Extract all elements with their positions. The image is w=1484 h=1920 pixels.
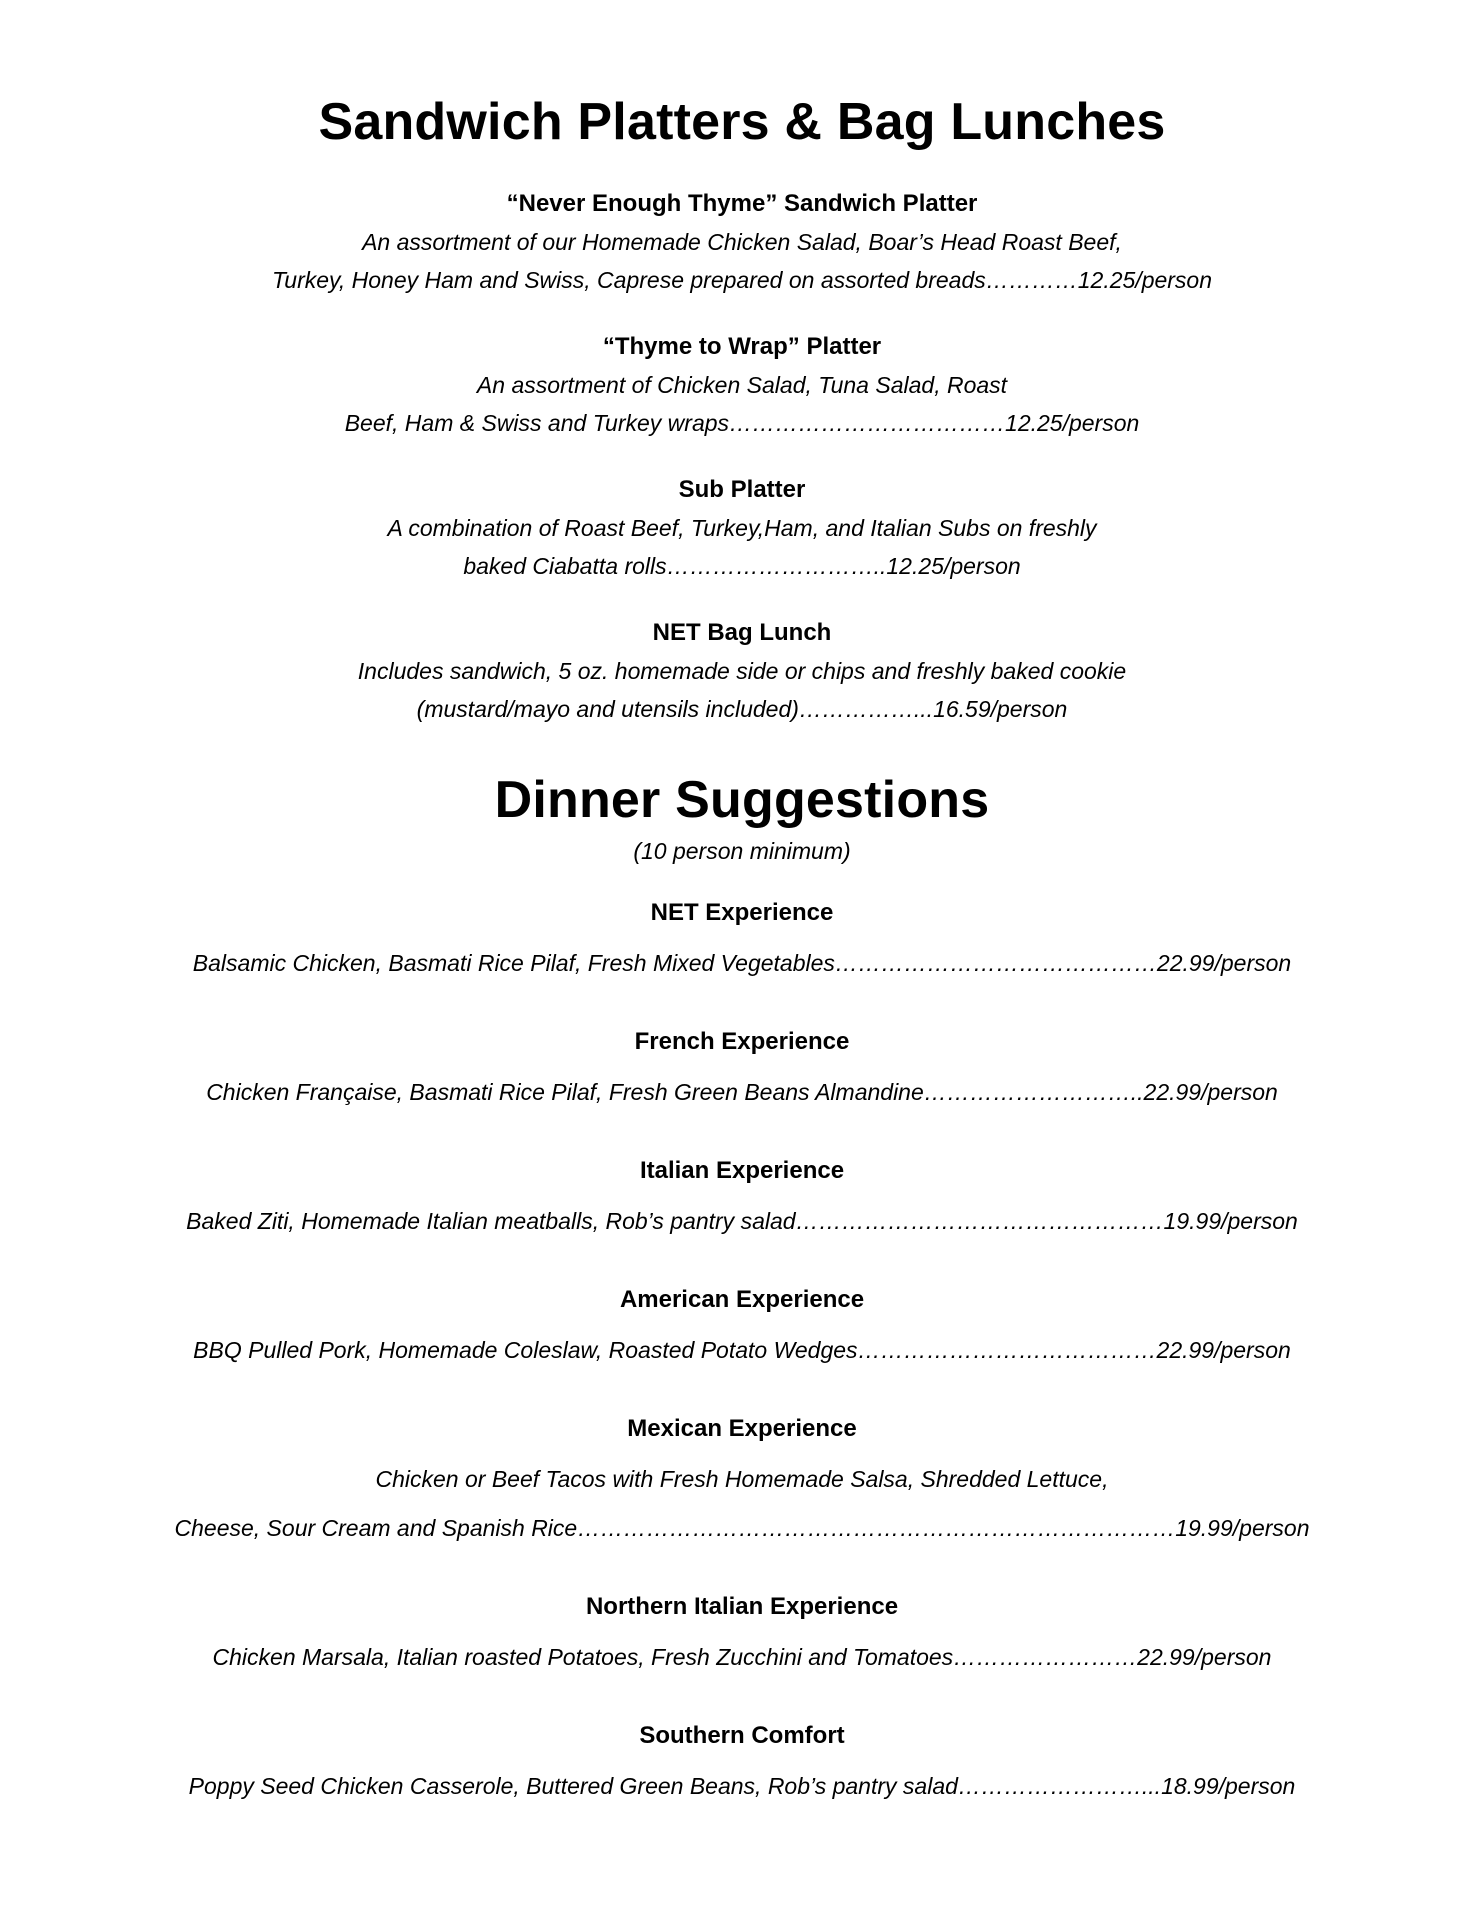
item-name-italian-experience: Italian Experience bbox=[639, 1157, 845, 1184]
item-desc-line: An assortment of our Homemade Chicken Salad, Boar’s Head Roast Beef, bbox=[362, 229, 1122, 255]
item-desc-line: A combination of Roast Beef, Turkey,Ham, and Italian Subs on freshly bbox=[387, 515, 1097, 541]
item-name-net-experience: NET Experience bbox=[650, 899, 834, 926]
item-desc-line: Poppy Seed Chicken Casserole, Buttered Green Beans, Rob’s pantry salad……………………...18.99/person bbox=[188, 1773, 1296, 1799]
item-desc-line: baked Ciabatta rolls………………………..12.25/person bbox=[463, 553, 1021, 579]
item-name-northern-italian-experience: Northern Italian Experience bbox=[585, 1593, 899, 1620]
item-desc-line: Baked Ziti, Homemade Italian meatballs, Rob’s pantry salad…………………………………………19.99/person bbox=[186, 1208, 1298, 1234]
item-desc-line: BBQ Pulled Pork, Homemade Coleslaw, Roasted Potato Wedges…………………………………22.99/person bbox=[193, 1337, 1291, 1363]
item-name-net-bag-lunch: NET Bag Lunch bbox=[652, 619, 832, 646]
item-name-french-experience: French Experience bbox=[634, 1028, 850, 1055]
item-desc-line: Cheese, Sour Cream and Spanish Rice……………………………………………………………………19.99/person bbox=[174, 1515, 1310, 1541]
item-desc-line: An assortment of Chicken Salad, Tuna Salad, Roast bbox=[476, 372, 1008, 398]
sandwich-section-title: Sandwich Platters & Bag Lunches bbox=[318, 93, 1166, 151]
item-name-thyme-to-wrap: “Thyme to Wrap” Platter bbox=[602, 333, 882, 360]
item-desc-line: (mustard/mayo and utensils included)……………...16.59/person bbox=[416, 696, 1068, 722]
item-desc-line: Chicken Marsala, Italian roasted Potatoes, Fresh Zucchini and Tomatoes……………………22.99/person bbox=[212, 1644, 1272, 1670]
item-desc-line: Balsamic Chicken, Basmati Rice Pilaf, Fresh Mixed Vegetables……………………………………22.99/person bbox=[192, 950, 1292, 976]
item-name-mexican-experience: Mexican Experience bbox=[627, 1415, 857, 1442]
dinner-section-subtitle: (10 person minimum) bbox=[633, 838, 851, 864]
item-name-never-enough-thyme: “Never Enough Thyme” Sandwich Platter bbox=[506, 190, 978, 217]
item-desc-line: Chicken Française, Basmati Rice Pilaf, Fresh Green Beans Almandine………………………..22.99/person bbox=[206, 1079, 1278, 1105]
item-desc-line: Includes sandwich, 5 oz. homemade side or chips and freshly baked cookie bbox=[357, 658, 1127, 684]
dinner-section-title: Dinner Suggestions bbox=[494, 771, 990, 829]
item-name-american-experience: American Experience bbox=[619, 1286, 865, 1313]
item-name-sub-platter: Sub Platter bbox=[678, 476, 806, 503]
item-desc-line: Chicken or Beef Tacos with Fresh Homemade Salsa, Shredded Lettuce, bbox=[375, 1466, 1109, 1492]
item-name-southern-comfort: Southern Comfort bbox=[639, 1722, 845, 1749]
item-desc-line: Turkey, Honey Ham and Swiss, Caprese prepared on assorted breads…………12.25/person bbox=[271, 267, 1213, 293]
item-desc-line: Beef, Ham & Swiss and Turkey wraps………………………………12.25/person bbox=[344, 410, 1140, 436]
